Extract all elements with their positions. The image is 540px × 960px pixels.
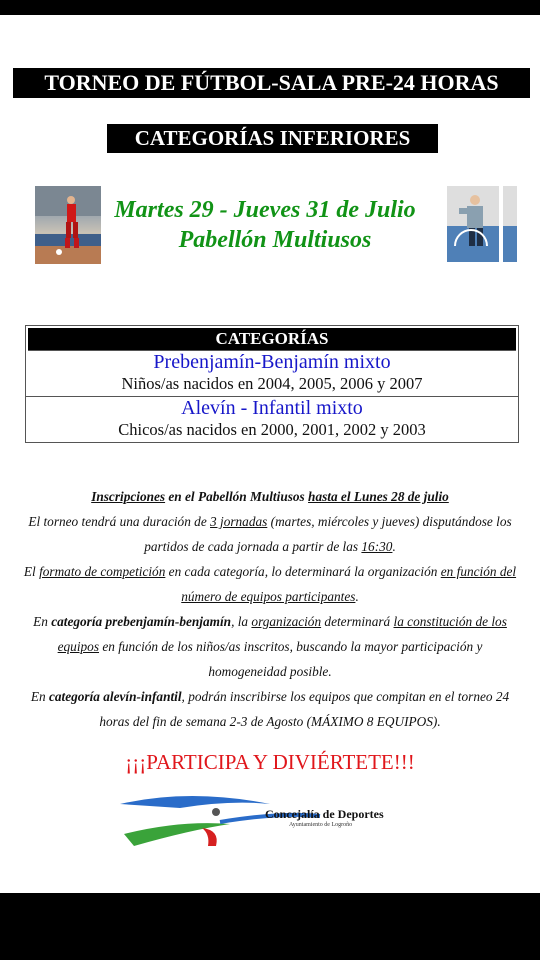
poster-subtitle: CATEGORÍAS INFERIORES (107, 124, 438, 153)
event-venue: Pabellón Multiusos (178, 227, 372, 253)
poster-title: TORNEO DE FÚTBOL-SALA PRE-24 HORAS (13, 68, 530, 98)
info-alevin (18, 684, 522, 734)
prebenjamin-text: En (33, 614, 52, 629)
slogan: ¡¡¡PARTICIPA Y DIVIÉRTETE!!! (125, 750, 415, 774)
duration-text-2: (martes, miércoles y jueves) disputándose los partidos de cada jornada a partir de las (144, 514, 512, 554)
category-years: Chicos/as nacidos en 2000, 2001, 2002 y 2003 (118, 420, 426, 439)
duration-end: . (392, 539, 396, 554)
logo-subtitle: Ayuntamiento de Logroño (289, 822, 353, 828)
alevin-text: En (30, 689, 49, 704)
prebenjamin-teams: la constitución de los equipos (57, 614, 507, 654)
info-format (18, 559, 522, 609)
category-row (26, 397, 518, 443)
info-prebenjamin (18, 609, 522, 684)
prebenjamin-text-2: , la (231, 614, 252, 629)
category-name: Prebenjamín-Benjamín mixto (153, 351, 391, 373)
categories-header: CATEGORÍAS (28, 328, 516, 351)
category-name: Alevín - Infantil mixto (181, 397, 363, 419)
alevin-category: categoría alevín-infantil (48, 689, 182, 704)
category-row (26, 351, 518, 397)
prebenjamin-text-3: determinará (321, 614, 394, 629)
format-end: . (355, 589, 359, 604)
format-label: formato de competición (39, 564, 166, 579)
category-years: Niños/as nacidos en 2004, 2005, 2006 y 2007 (121, 374, 423, 393)
format-text-2: en cada categoría, lo determinará la organización (165, 564, 441, 579)
logo-title: Concejalía de Deportes (265, 807, 384, 821)
start-time: 16:30 (361, 539, 393, 554)
format-text: El (23, 564, 40, 579)
prebenjamin-category: categoría prebenjamín-benjamín (51, 614, 232, 629)
info-duration (18, 509, 522, 559)
event-dates: Martes 29 - Jueves 31 de Julio (114, 197, 416, 223)
player-photo-left (35, 186, 101, 264)
logo-text (265, 807, 435, 829)
duration-text: El torneo tendrá una duración de (28, 514, 211, 529)
info-registration (18, 484, 522, 509)
categories-table (25, 325, 519, 443)
duration-jornadas: 3 jornadas (210, 514, 268, 529)
registration-deadline: hasta el Lunes 28 de julio (308, 489, 449, 504)
prebenjamin-text-4: en función de los niños/as inscritos, buscando la mayor participación y homogeneidad posible. (99, 639, 483, 679)
format-basis: en función del número de equipos participantes (181, 564, 517, 604)
registration-place: en el Pabellón Multiusos (165, 489, 309, 504)
registration-label: Inscripciones (91, 489, 166, 504)
player-photo-right (447, 186, 517, 262)
prebenjamin-organization: organización (251, 614, 322, 629)
alevin-text-2: , podrán inscribirse los equipos que compitan en el torneo 24 horas del fin de semana 2-3 de Agosto (MÁXIMO 8 EQUIPOS). (99, 689, 510, 729)
